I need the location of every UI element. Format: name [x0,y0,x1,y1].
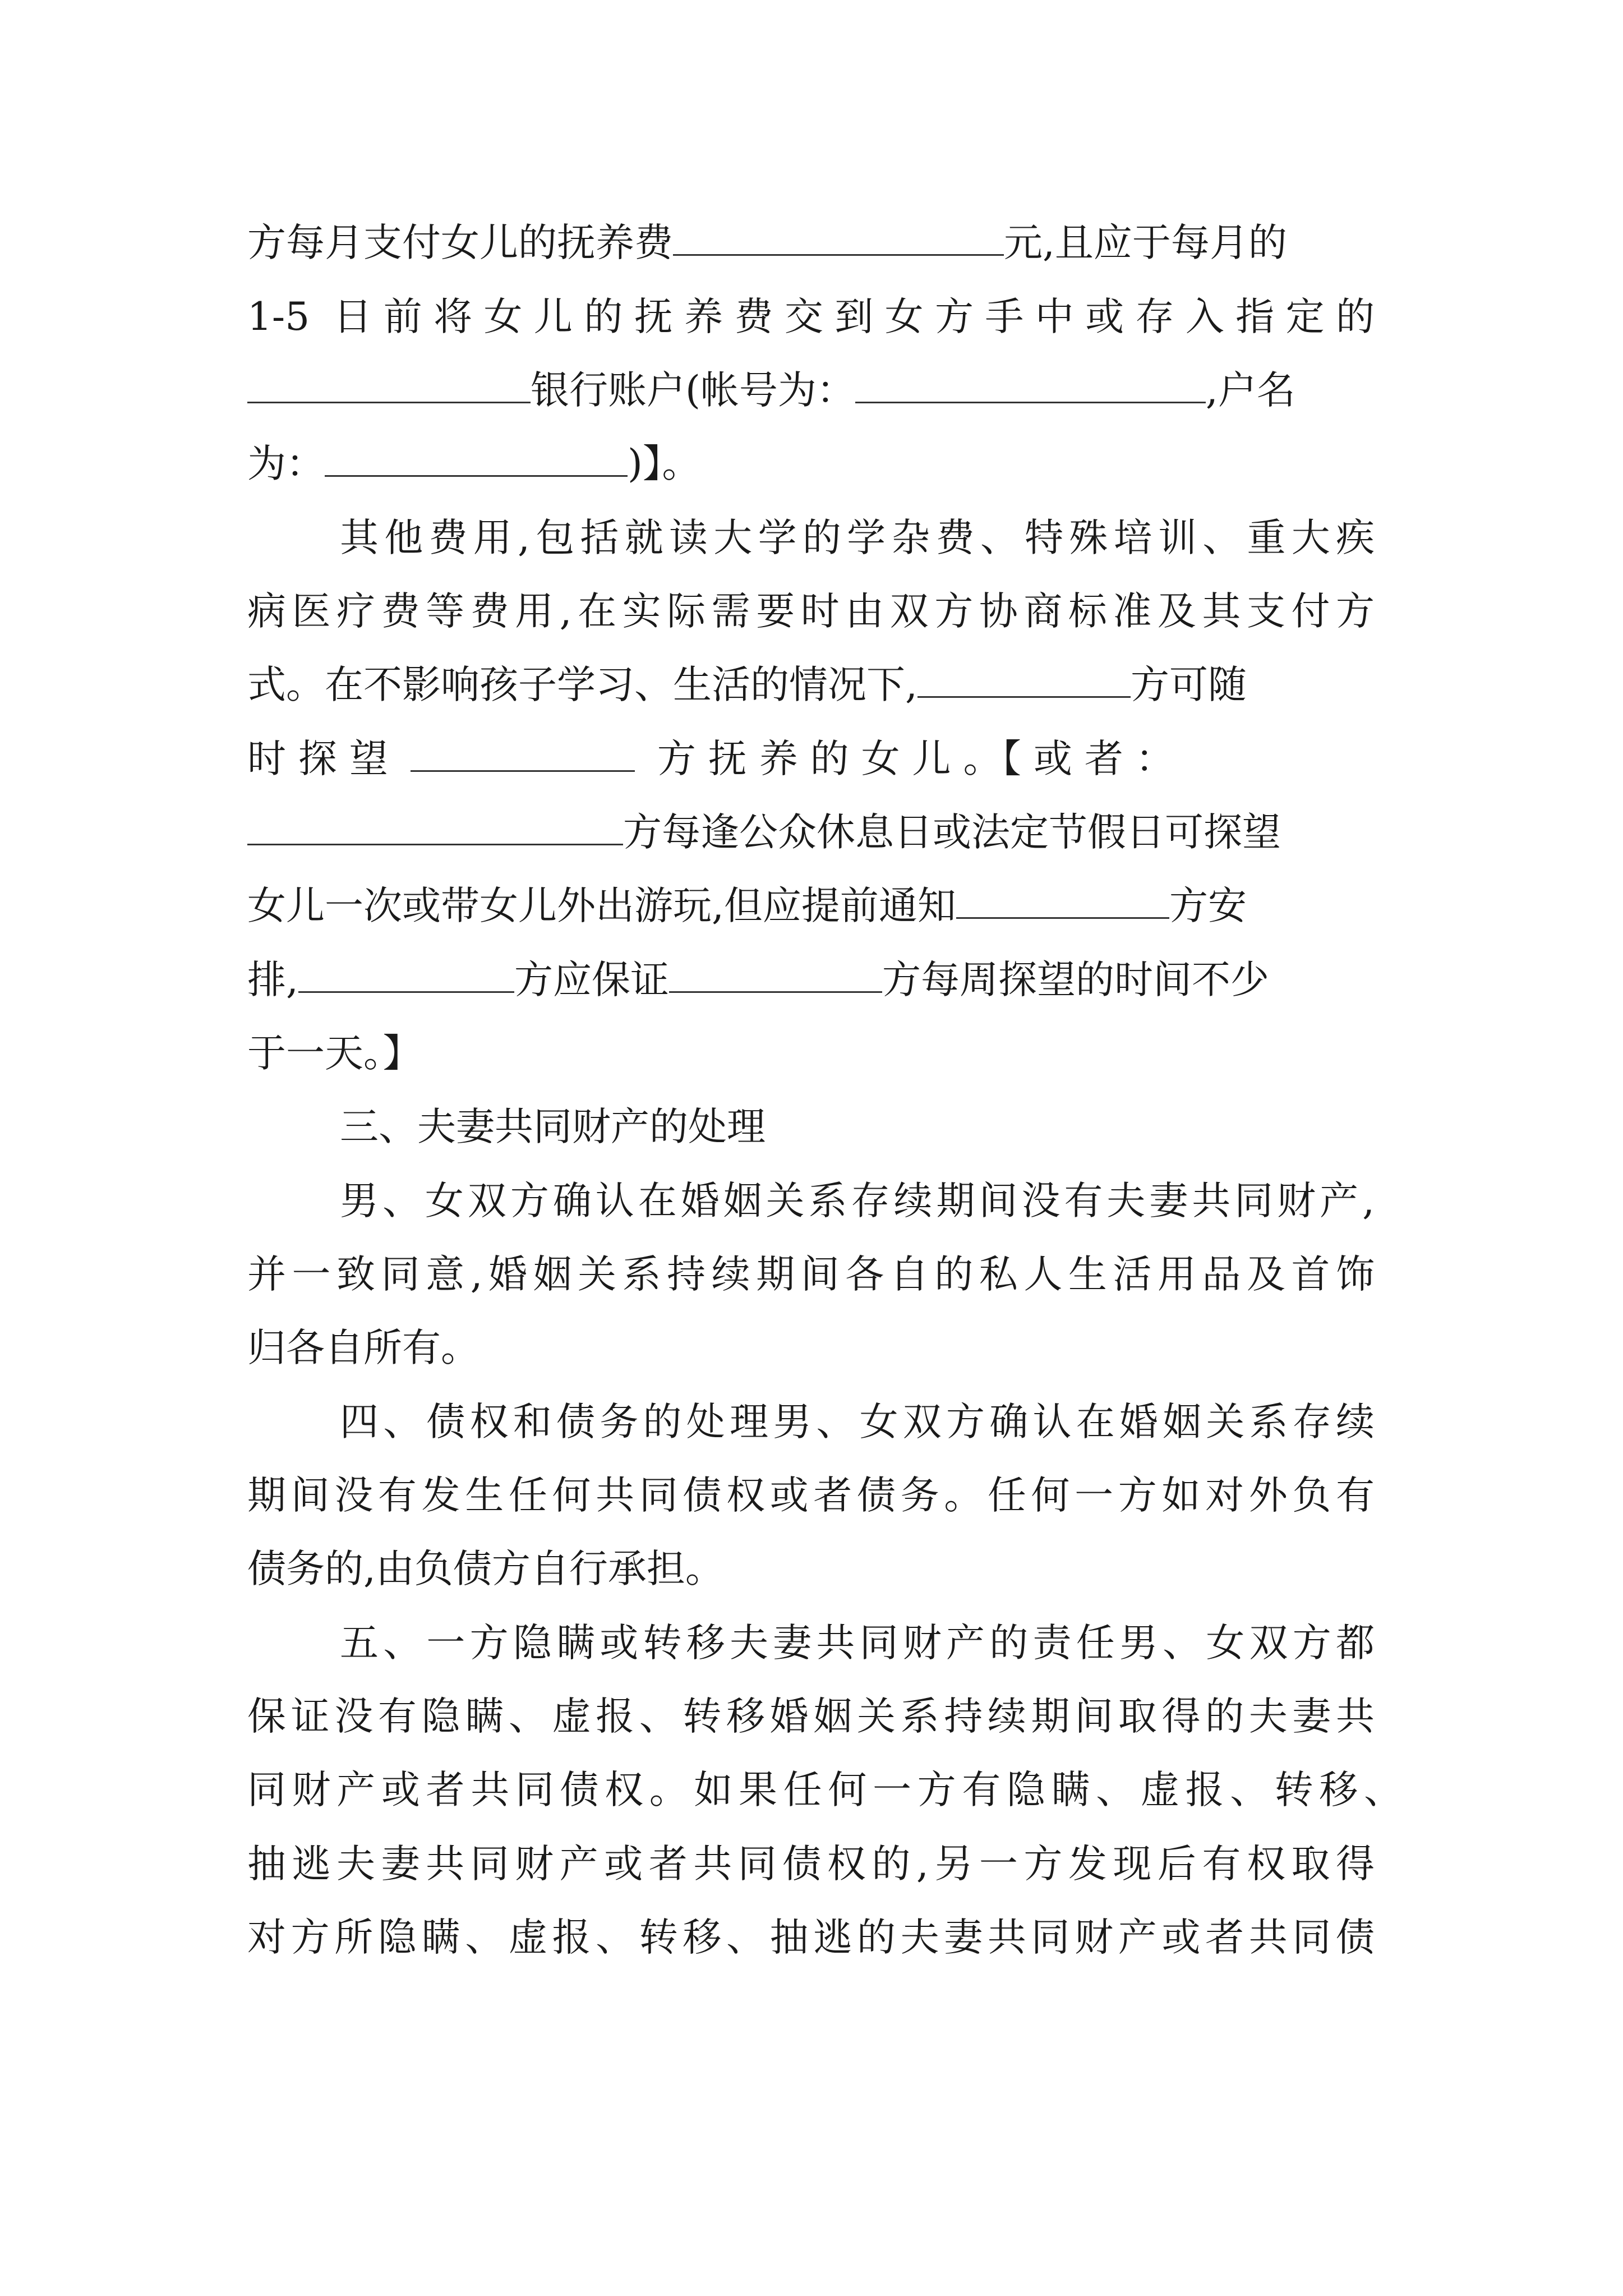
section-heading: 三、夫妻共同财产的处理 [340,1105,766,1149]
text-line: 同财产或者共同债权。如果任何一方有隐瞒、虚报、转移、 [247,1768,1403,1812]
fill-in-blank [917,662,1131,698]
text-line: 女儿一次或带女儿外出游玩,但应提前通知 方安 [247,884,1247,928]
text-line: 1-5 日前将女儿的抚养费交到女方手中或存入指定的 [247,295,1375,339]
fill-in-blank [855,368,1206,403]
text-line: 式。在不影响孩子学习、生活的情况下, 方可随 [247,662,1247,707]
fill-in-blank [673,220,1004,256]
fill-in-blank [956,884,1169,919]
text-line: 五、一方隐瞒或转移夫妻共同财产的责任男、女双方都 [340,1621,1375,1665]
text-line: 债务的,由负债方自行承担。 [247,1547,724,1591]
text-line: 归各自所有。 [247,1326,479,1370]
text-line: 保证没有隐瞒、虚报、转移婚姻关系持续期间取得的夫妻共 [247,1694,1375,1739]
text-line: 其他费用,包括就读大学的学杂费、特殊培训、重大疾 [340,516,1375,560]
fill-in-blank [298,958,514,993]
fill-in-blank [247,368,531,403]
fill-in-blank [669,958,882,993]
text-line: 期间没有发生任何共同债权或者债务。任何一方如对外负有 [247,1473,1375,1518]
text-line: 排, 方应保证 方每周探望的时间不少 [247,958,1269,1002]
text-line: 男、女双方确认在婚姻关系存续期间没有夫妻共同财产, [340,1179,1375,1223]
text-line: 时 探 望 方 抚 养 的 女 儿 。【 或 者 ： [247,737,1174,781]
text-line: 银行账户(帐号为： ,户名 [247,360,1375,421]
fill-in-blank [325,441,628,477]
text-line: 方每月支付女儿的抚养费 元,且应于每月的 [247,220,1287,265]
text-line: 对方所隐瞒、虚报、转移、抽逃的夫妻共同财产或者共同债 [247,1915,1375,1960]
fill-in-blank [411,737,635,772]
text-line: 方每逢公众休息日或法定节假日可探望 [247,802,1375,863]
text-line: 并一致同意,婚姻关系持续期间各自的私人生活用品及首饰 [247,1252,1375,1297]
text-line: 病医疗费等费用,在实际需要时由双方协商标准及其支付方 [247,589,1375,634]
text-line: 抽逃夫妻共同财产或者共同债权的,另一方发现后有权取得 [247,1842,1375,1887]
fill-in-blank [247,810,623,845]
text-line: 四、债权和债务的处理男、女双方确认在婚姻关系存续 [340,1400,1375,1444]
text-line: 于一天。】 [247,1031,422,1076]
text-line: 为： )】。 [247,441,701,486]
